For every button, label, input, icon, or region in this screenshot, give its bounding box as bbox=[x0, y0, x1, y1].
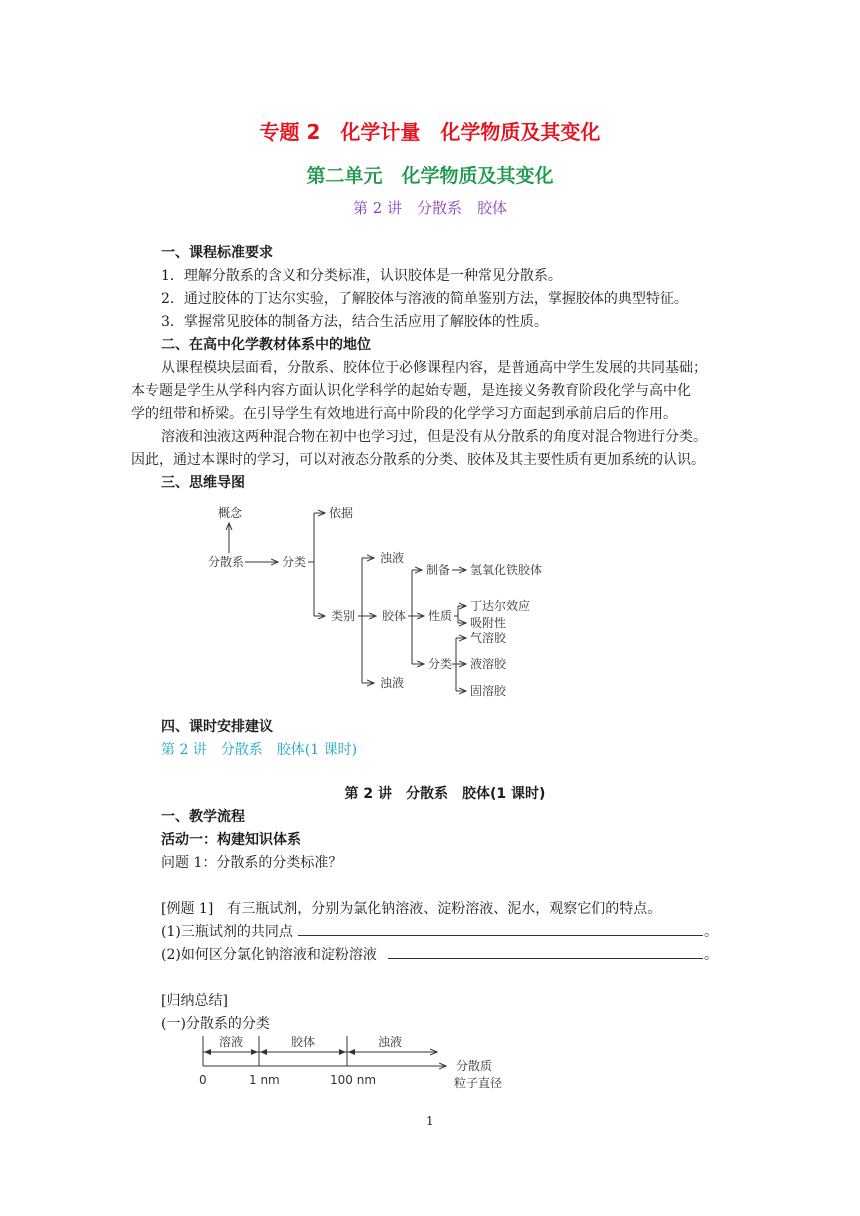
lesson-heading: 第 2 讲 分散系 胶体(1 课时) bbox=[344, 786, 546, 802]
position-para2-line2: 因此，通过本课时的学习，可以对液态分散系的分类、胶体及其主要性质有更加系统的认识。 bbox=[131, 452, 705, 468]
section-heading-2: 二、在高中化学教材体系中的地位 bbox=[161, 337, 371, 353]
node-solid-sol: 固溶胶 bbox=[470, 684, 507, 698]
node-adsorb: 吸附性 bbox=[470, 616, 507, 630]
section-heading-1: 一、课程标准要求 bbox=[161, 245, 273, 261]
scale-turbid: 浊液 bbox=[378, 1035, 403, 1049]
particle-size-scale bbox=[195, 1032, 515, 1092]
node-concept: 概念 bbox=[218, 506, 243, 520]
node-gas-sol: 气溶胶 bbox=[470, 631, 507, 645]
answer-end-1: 。 bbox=[704, 924, 718, 940]
node-prepare: 制备 bbox=[426, 563, 451, 577]
node-tyndall: 丁达尔效应 bbox=[470, 599, 531, 613]
requirement-3: 3．掌握常见胶体的制备方法，结合生活应用了解胶体的性质。 bbox=[161, 314, 548, 330]
position-para1-line2: 本专题是学生从学科内容方面认识化学科学的起始专题，是连接义务教育阶段化学与高中化 bbox=[131, 383, 691, 399]
position-para1-line1: 从课程模块层面看，分散系、胶体位于必修课程内容，是普通高中学生发展的共同基础； bbox=[161, 360, 707, 376]
position-para2-line1: 溶液和浊液这两种混合物在初中也学习过，但是没有从分散系的角度对混合物进行分类。 bbox=[161, 429, 707, 445]
node-liquid-sol: 液溶胶 bbox=[470, 657, 507, 671]
node-property: 性质 bbox=[428, 609, 453, 623]
tick-100nm: 100 nm bbox=[330, 1073, 377, 1087]
mind-map bbox=[190, 496, 610, 711]
example-q1: (1)三瓶试剂的共同点 bbox=[161, 924, 293, 940]
node-turbid-2: 浊液 bbox=[380, 676, 405, 690]
scale-colloid: 胶体 bbox=[291, 1035, 316, 1049]
activity-heading: 活动一：构建知识体系 bbox=[161, 832, 301, 848]
axis-label-1: 分散质 bbox=[456, 1059, 493, 1073]
unit-title: 第二单元 化学物质及其变化 bbox=[306, 165, 554, 187]
node-dispersion: 分散系 bbox=[208, 555, 245, 569]
example-q2: (2)如何区分氯化钠溶液和淀粉溶液 bbox=[161, 947, 377, 963]
requirement-1: 1．理解分散系的含义和分类标准，认识胶体是一种常见分散系。 bbox=[161, 268, 562, 284]
section-heading-4: 四、课时安排建议 bbox=[161, 719, 273, 735]
example-1: [例题 1] 有三瓶试剂，分别为氯化钠溶液、淀粉溶液、泥水，观察它们的特点。 bbox=[161, 901, 662, 917]
node-basis: 依据 bbox=[329, 506, 354, 520]
requirement-2: 2．通过胶体的丁达尔实验，了解胶体与溶液的简单鉴别方法，掌握胶体的典型特征。 bbox=[161, 291, 688, 307]
position-para1-line3: 学的纽带和桥梁。在引导学生有效地进行高中阶段的化学学习方面起到承前启后的作用。 bbox=[131, 406, 677, 422]
schedule-link[interactable]: 第 2 讲 分散系 胶体(1 课时) bbox=[161, 742, 358, 758]
section-heading-3: 三、思维导图 bbox=[161, 475, 245, 491]
scale-solution: 溶液 bbox=[219, 1035, 244, 1049]
subsection-1: (一)分散系的分类 bbox=[161, 1016, 270, 1032]
node-colloid: 胶体 bbox=[382, 609, 407, 623]
tick-1nm: 1 nm bbox=[249, 1073, 280, 1087]
summary-label: [归纳总结] bbox=[161, 993, 228, 1009]
node-category: 类别 bbox=[331, 609, 356, 623]
answer-end-2: 。 bbox=[704, 947, 718, 963]
node-classify-2: 分类 bbox=[428, 657, 453, 671]
node-classify: 分类 bbox=[282, 555, 307, 569]
axis-label-2: 粒子直径 bbox=[454, 1076, 503, 1090]
lesson-title: 第 2 讲 分散系 胶体 bbox=[352, 199, 508, 217]
flow-heading: 一、教学流程 bbox=[161, 809, 245, 825]
topic-title: 专题 2 化学计量 化学物质及其变化 bbox=[259, 120, 601, 144]
node-fe-colloid: 氢氧化铁胶体 bbox=[470, 563, 543, 577]
answer-blank-1[interactable] bbox=[298, 935, 703, 936]
node-turbid-1: 浊液 bbox=[380, 551, 405, 565]
page-number: 1 bbox=[426, 1114, 434, 1128]
tick-0: 0 bbox=[199, 1073, 207, 1087]
question-1: 问题 1：分散系的分类标准？ bbox=[161, 855, 343, 871]
answer-blank-2[interactable] bbox=[388, 958, 703, 959]
